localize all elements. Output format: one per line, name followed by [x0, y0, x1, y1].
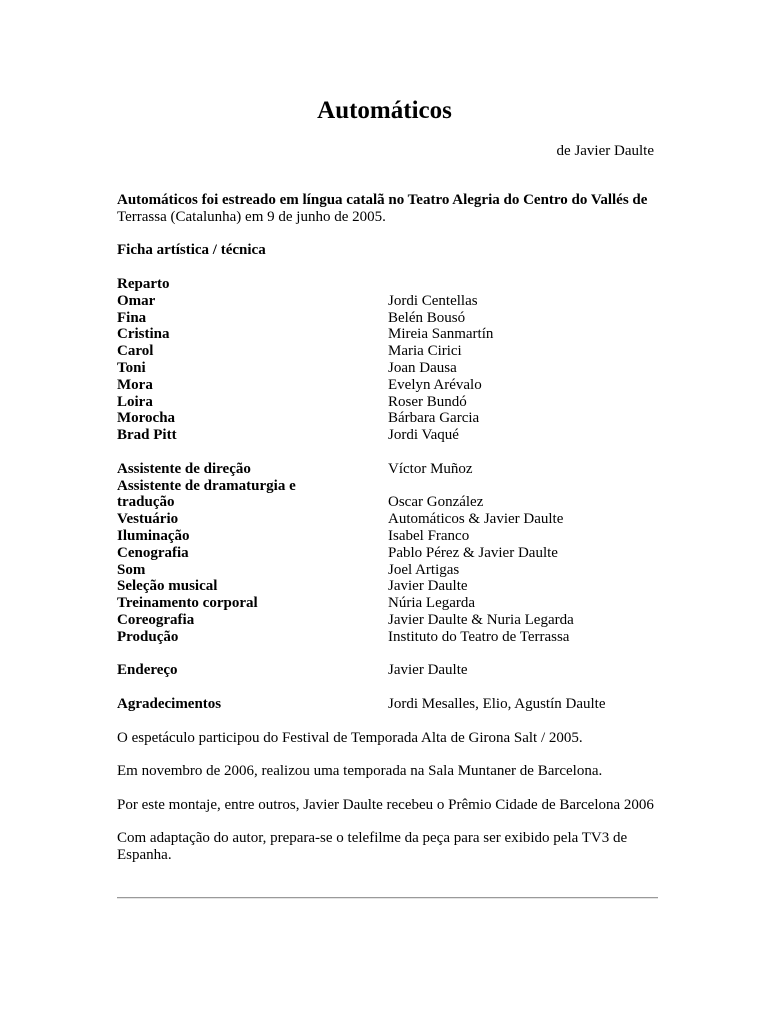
- ficha-heading: Ficha artística / técnica: [117, 242, 266, 259]
- credit-role: Som: [117, 561, 146, 578]
- credit-row: [117, 612, 658, 629]
- credit-row: [117, 377, 658, 394]
- agradecimentos-label: Agradecimentos: [117, 695, 222, 712]
- credit-row: [117, 629, 658, 646]
- document-title: Automáticos: [317, 97, 452, 124]
- note-paragraph: O espetáculo participou do Festival de Temporada Alta de Girona Salt / 2005.: [117, 729, 583, 746]
- credit-name: Jordi Vaqué: [388, 427, 459, 444]
- credit-role: Mora: [117, 376, 153, 393]
- credit-role: Seleção musical: [117, 578, 218, 595]
- credit-name: Jordi Centellas: [388, 292, 478, 309]
- credit-row: [117, 528, 658, 545]
- credit-role: Morocha: [117, 410, 176, 427]
- note-paragraph: Por este montaje, entre outros, Javier Daulte recebeu o Prêmio Cidade de Barcelona 2006: [117, 796, 654, 813]
- credit-name: Mireia Sanmartín: [388, 326, 494, 343]
- horizontal-rule: [117, 897, 658, 899]
- premiere-paragraph: [117, 192, 658, 226]
- credit-row: [117, 310, 658, 327]
- credit-name: Javier Daulte & Nuria Legarda: [388, 611, 574, 628]
- premiere-bold-text: Automáticos foi estreado em língua catalã no Teatro Alegria do Centro do Vallés de: [117, 192, 648, 208]
- credit-row: [117, 343, 658, 360]
- endereco-row: [117, 662, 658, 679]
- credit-name: Evelyn Arévalo: [388, 376, 482, 393]
- credit-role: tradução: [117, 494, 175, 511]
- credit-role: Cristina: [117, 326, 170, 343]
- credit-name: Instituto do Teatro de Terrassa: [388, 628, 570, 645]
- spacer: [117, 713, 658, 730]
- credit-role: Iluminação: [117, 527, 190, 544]
- credit-name: Bárbara Garcia: [388, 410, 480, 427]
- credit-row: [117, 293, 658, 310]
- spacer: [117, 646, 658, 663]
- spacer: [117, 679, 658, 696]
- note-paragraph: Em novembro de 2006, realizou uma temporada na Sala Muntaner de Barcelona.: [117, 763, 603, 780]
- credit-role: Omar: [117, 292, 156, 309]
- premiere-normal-text: Terrassa (Catalunha) em 9 de junho de 2005.: [117, 208, 386, 225]
- credit-role: Treinamento corporal: [117, 595, 258, 612]
- agradecimentos-row: [117, 696, 658, 713]
- credit-role: Assistente de dramaturgia e: [117, 477, 296, 494]
- credit-row: [117, 562, 658, 579]
- credit-row: [117, 410, 658, 427]
- credit-name: Pablo Pérez & Javier Daulte: [388, 544, 558, 561]
- crew-list: [117, 511, 658, 645]
- credit-row: [117, 494, 658, 511]
- credit-name: Oscar González: [388, 494, 484, 511]
- credit-name: Belén Bousó: [388, 309, 466, 326]
- credit-row: [117, 511, 658, 528]
- credit-role: Fina: [117, 309, 147, 326]
- credit-row: [117, 478, 658, 495]
- credit-name: Joel Artigas: [388, 561, 460, 578]
- credit-role: Cenografia: [117, 544, 189, 561]
- credit-role: Toni: [117, 359, 146, 376]
- endereco-value: Javier Daulte: [388, 662, 468, 679]
- credit-row: [117, 595, 658, 612]
- credit-row: [117, 461, 658, 478]
- credit-row: [117, 360, 658, 377]
- credit-row: [117, 427, 658, 444]
- credit-name-empty: [388, 478, 658, 495]
- document-body: [117, 192, 658, 881]
- credit-name: Joan Dausa: [388, 359, 457, 376]
- credit-role: Loira: [117, 393, 153, 410]
- credit-role: Brad Pitt: [117, 427, 177, 444]
- credit-role: Produção: [117, 628, 179, 645]
- credit-role: Assistente de direção: [117, 460, 251, 477]
- credit-name: Víctor Muñoz: [388, 460, 473, 477]
- document-page: [117, 0, 658, 1024]
- cast-list: [117, 293, 658, 444]
- credit-name: Roser Bundó: [388, 393, 467, 410]
- credit-name: Javier Daulte: [388, 578, 468, 595]
- endereco-label: Endereço: [117, 662, 178, 679]
- credit-name: Maria Cirici: [388, 343, 462, 360]
- reparto-heading: Reparto: [117, 275, 170, 292]
- credit-name: Isabel Franco: [388, 527, 470, 544]
- credit-name: Núria Legarda: [388, 595, 476, 612]
- note-paragraph: Com adaptação do autor, prepara-se o telefilme da peça para ser exibido pela TV3 de Espanha.: [117, 830, 628, 864]
- credit-row: [117, 394, 658, 411]
- spacer: [117, 444, 658, 461]
- credit-row: [117, 545, 658, 562]
- credit-role: Coreografia: [117, 611, 195, 628]
- credit-row: [117, 326, 658, 343]
- agradecimentos-value: Jordi Mesalles, Elio, Agustín Daulte: [388, 695, 606, 712]
- credit-role: Vestuário: [117, 511, 179, 528]
- author-line: de Javier Daulte: [556, 143, 654, 159]
- credit-row: [117, 578, 658, 595]
- credit-name: Automáticos & Javier Daulte: [388, 511, 564, 528]
- credit-role: Carol: [117, 343, 154, 360]
